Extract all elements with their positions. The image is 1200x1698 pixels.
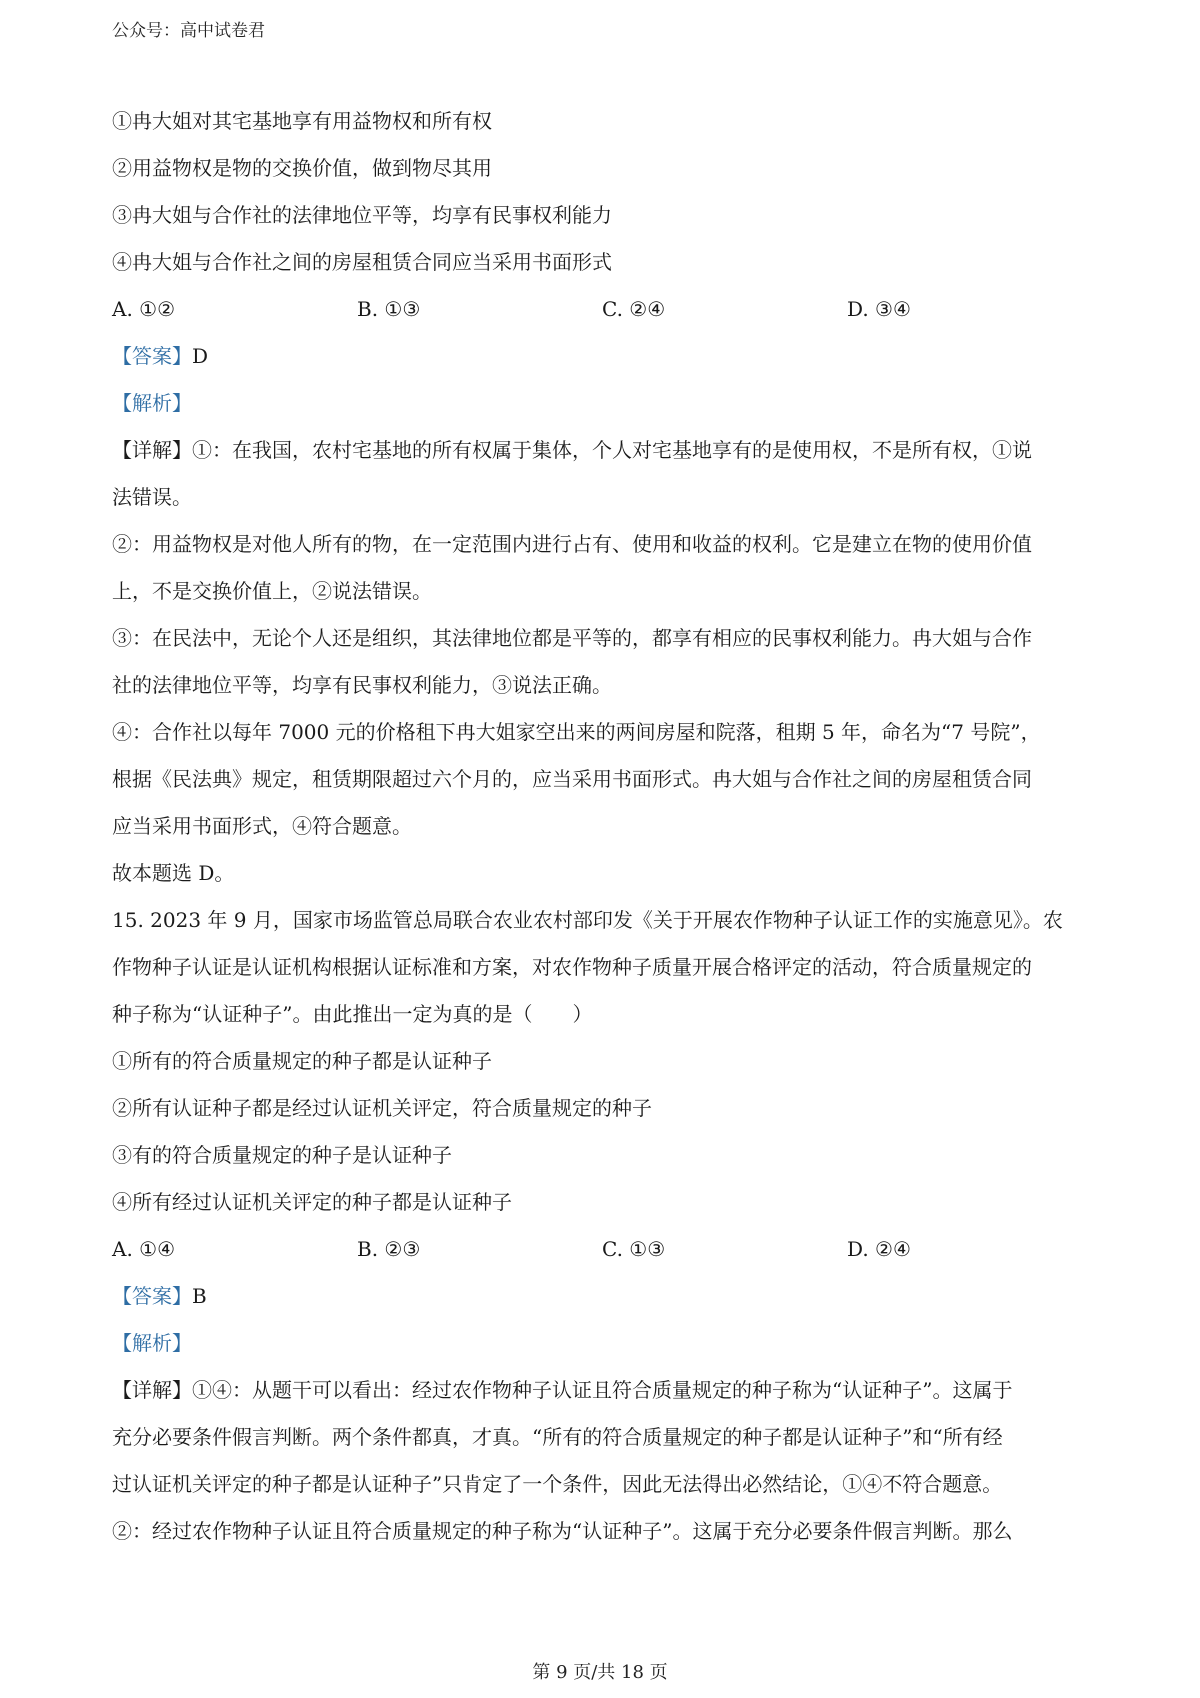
q15-answer <box>112 1273 1092 1320</box>
q14-answer <box>112 333 1092 380</box>
q15-option-a: A. ①④ <box>112 1237 176 1261</box>
answer-value: D <box>192 344 209 368</box>
q14-detail-2: 法错误。 <box>112 485 192 509</box>
q15-statement-1: ①所有的符合质量规定的种子都是认证种子 <box>112 1049 492 1073</box>
q14-detail-1 <box>112 427 1092 474</box>
answer-tag: 【答案】 <box>112 1284 192 1308</box>
q14-option-b: B. ①③ <box>357 297 421 321</box>
q14-option-d: D. ③④ <box>847 297 911 321</box>
q14-detail-8: 根据《民法典》规定，租赁期限超过六个月的，应当采用书面形式。冉大姐与合作社之间的房屋租赁合同 <box>112 767 1032 791</box>
q14-detail-9: 应当采用书面形式，④符合题意。 <box>112 814 412 838</box>
q15-options <box>112 1226 1092 1273</box>
answer-tag: 【答案】 <box>112 344 192 368</box>
q15-option-c: C. ①③ <box>602 1237 666 1261</box>
q14-options <box>112 286 1092 333</box>
q15-statement-3: ③有的符合质量规定的种子是认证种子 <box>112 1143 452 1167</box>
detail-tag: 【详解】 <box>112 438 192 462</box>
q15-stem-2: 作物种子认证是认证机构根据认证标准和方案，对农作物种子质量开展合格评定的活动，符合质量规定的 <box>112 955 1032 979</box>
detail-text: ①④：从题干可以看出：经过农作物种子认证且符合质量规定的种子称为“认证种子”。这属于 <box>192 1378 1013 1402</box>
q15-stem-1: 15. 2023 年 9 月，国家市场监管总局联合农业农村部印发《关于开展农作物种子认证工作的实施意见》。农 <box>112 908 1063 932</box>
q14-option-c: C. ②④ <box>602 297 666 321</box>
q15-detail-4: ②：经过农作物种子认证且符合质量规定的种子称为“认证种子”。这属于充分必要条件假言判断。那么 <box>112 1519 1013 1543</box>
q14-detail-5: ③：在民法中，无论个人还是组织，其法律地位都是平等的，都享有相应的民事权利能力。冉大姐与合作 <box>112 626 1032 650</box>
q14-detail-3: ②：用益物权是对他人所有的物，在一定范围内进行占有、使用和收益的权利。它是建立在物的使用价值 <box>112 532 1032 556</box>
q14-detail-7: ④：合作社以每年 7000 元的价格租下冉大姐家空出来的两间房屋和院落，租期 5 年，命名为“7 号院”， <box>112 720 1041 744</box>
q14-conclusion: 故本题选 D。 <box>112 861 235 885</box>
q15-detail-1 <box>112 1367 1092 1414</box>
answer-value: B <box>192 1284 207 1308</box>
page-number: 第 9 页/共 18 页 <box>532 1662 668 1683</box>
analysis-tag: 【解析】 <box>112 1331 192 1355</box>
q14-statement-4: ④冉大姐与合作社之间的房屋租赁合同应当采用书面形式 <box>112 250 612 274</box>
detail-text: ①：在我国，农村宅基地的所有权属于集体，个人对宅基地享有的是使用权，不是所有权，①说 <box>192 438 1032 462</box>
analysis-tag: 【解析】 <box>112 391 192 415</box>
q15-stem-3: 种子称为“认证种子”。由此推出一定为真的是（ ） <box>112 1002 593 1026</box>
q15-option-d: D. ②④ <box>847 1237 911 1261</box>
q15-detail-3: 过认证机关评定的种子都是认证种子”只肯定了一个条件，因此无法得出必然结论，①④不符合题意。 <box>112 1472 1003 1496</box>
q14-statement-1: ①冉大姐对其宅基地享有用益物权和所有权 <box>112 109 492 133</box>
q14-detail-6: 社的法律地位平等，均享有民事权利能力，③说法正确。 <box>112 673 612 697</box>
q15-statement-4: ④所有经过认证机关评定的种子都是认证种子 <box>112 1190 512 1214</box>
document-body <box>112 98 1092 1555</box>
q14-statement-3: ③冉大姐与合作社的法律地位平等，均享有民事权利能力 <box>112 203 612 227</box>
q14-statement-2: ②用益物权是物的交换价值，做到物尽其用 <box>112 156 492 180</box>
detail-tag: 【详解】 <box>112 1378 192 1402</box>
q14-detail-4: 上，不是交换价值上，②说法错误。 <box>112 579 432 603</box>
q15-analysis <box>112 1320 1092 1367</box>
q14-analysis <box>112 380 1092 427</box>
q15-detail-2: 充分必要条件假言判断。两个条件都真，才真。“所有的符合质量规定的种子都是认证种子”和“所有经 <box>112 1425 1003 1449</box>
page-header: 公众号：高中试卷君 <box>112 21 265 41</box>
q14-option-a: A. ①② <box>112 297 176 321</box>
q15-statement-2: ②所有认证种子都是经过认证机关评定，符合质量规定的种子 <box>112 1096 652 1120</box>
q15-option-b: B. ②③ <box>357 1237 421 1261</box>
